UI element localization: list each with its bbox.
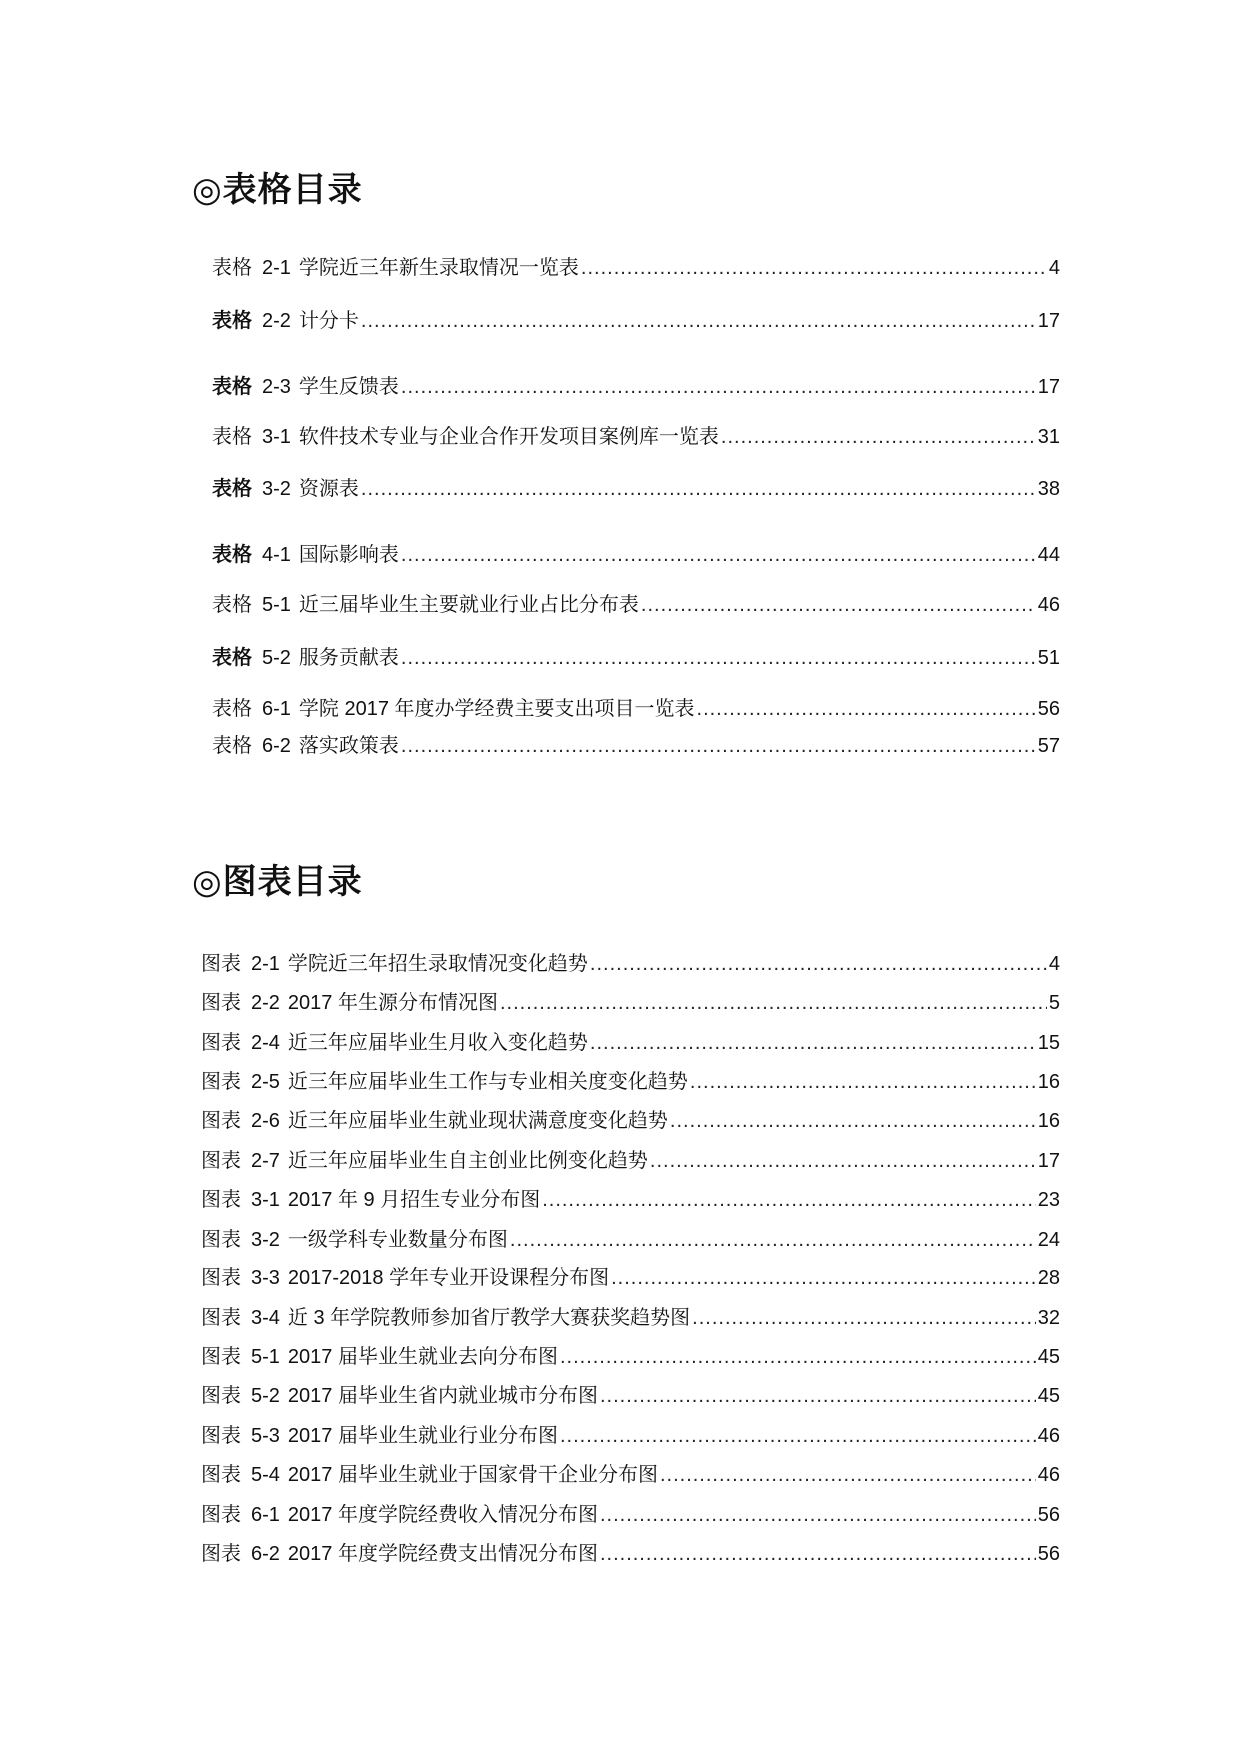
entry-number: 3-4 — [251, 1307, 280, 1329]
toc-entry[interactable] — [201, 990, 1060, 1016]
entry-page-number: 45 — [1037, 1346, 1060, 1368]
entry-page-number: 4 — [1048, 953, 1060, 975]
entry-label: 图表 — [201, 992, 241, 1014]
toc-entry[interactable] — [212, 696, 1060, 722]
dot-leader — [670, 1108, 1036, 1134]
entry-label: 图表 — [201, 1425, 241, 1447]
entry-page-number: 44 — [1037, 544, 1060, 566]
entry-label: 表格 — [212, 735, 252, 757]
entry-title: 学院近三年招生录取情况变化趋势 — [287, 953, 588, 975]
entry-label: 图表 — [201, 1385, 241, 1407]
entry-number: 5-1 — [262, 594, 291, 616]
entry-label: 表格 — [212, 594, 252, 616]
entry-number: 5-3 — [251, 1425, 280, 1447]
entry-title: 国际影响表 — [298, 544, 399, 566]
entry-page-number: 15 — [1037, 1032, 1060, 1054]
entry-number: 3-1 — [262, 426, 291, 448]
entry-title: 学生反馈表 — [298, 376, 399, 398]
entry-page-number: 56 — [1037, 1543, 1060, 1565]
entry-label: 表格 — [212, 647, 252, 669]
entry-number: 2-2 — [251, 992, 280, 1014]
entry-number: 2-3 — [262, 376, 291, 398]
tables-toc-heading: ◎表格目录 — [192, 171, 363, 209]
entry-title: 计分卡 — [298, 310, 359, 332]
toc-entry[interactable] — [201, 1030, 1060, 1056]
dot-leader — [690, 1069, 1036, 1095]
entry-page-number: 31 — [1037, 426, 1060, 448]
dot-leader — [600, 1541, 1036, 1567]
dot-leader — [692, 1305, 1036, 1331]
entry-title: 近三年应届毕业生自主创业比例变化趋势 — [287, 1150, 648, 1172]
entry-title: 近三届毕业生主要就业行业占比分布表 — [298, 594, 639, 616]
entry-page-number: 56 — [1037, 1504, 1060, 1526]
dot-leader — [500, 990, 1047, 1016]
dot-leader — [401, 374, 1036, 400]
entry-title: 近三年应届毕业生就业现状满意度变化趋势 — [287, 1110, 668, 1132]
entry-label: 图表 — [201, 1267, 241, 1289]
entry-label: 图表 — [201, 1346, 241, 1368]
entry-number: 2-1 — [251, 953, 280, 975]
entry-number: 5-4 — [251, 1464, 280, 1486]
entry-number: 5-2 — [251, 1385, 280, 1407]
toc-entry[interactable] — [201, 1187, 1060, 1213]
toc-entry[interactable] — [201, 951, 1060, 977]
entry-number: 3-2 — [262, 478, 291, 500]
entry-label: 表格 — [212, 426, 252, 448]
entry-title: 2017 届毕业生省内就业城市分布图 — [287, 1385, 598, 1407]
entry-title: 近 3 年学院教师参加省厅教学大赛获奖趋势图 — [287, 1307, 691, 1329]
toc-entry[interactable] — [201, 1069, 1060, 1095]
dot-leader — [560, 1344, 1036, 1370]
entry-page-number: 16 — [1037, 1110, 1060, 1132]
entry-number: 3-1 — [251, 1189, 280, 1211]
entry-label: 表格 — [212, 376, 252, 398]
toc-entry[interactable] — [201, 1305, 1060, 1331]
entry-title: 2017-2018 学年专业开设课程分布图 — [287, 1267, 610, 1289]
entry-label: 表格 — [212, 478, 252, 500]
toc-entry[interactable] — [212, 424, 1060, 450]
toc-entry[interactable] — [201, 1148, 1060, 1174]
entry-label: 图表 — [201, 1464, 241, 1486]
entry-title: 资源表 — [298, 478, 359, 500]
entry-page-number: 56 — [1037, 698, 1060, 720]
entry-number: 3-3 — [251, 1267, 280, 1289]
entry-label: 图表 — [201, 1543, 241, 1565]
toc-entry[interactable] — [201, 1541, 1060, 1567]
entry-number: 2-5 — [251, 1071, 280, 1093]
dot-leader — [650, 1148, 1036, 1174]
figures-toc-heading: ◎图表目录 — [192, 863, 363, 901]
entry-label: 图表 — [201, 1032, 241, 1054]
entry-label: 图表 — [201, 953, 241, 975]
entry-title: 近三年应届毕业生月收入变化趋势 — [287, 1032, 588, 1054]
entry-title: 一级学科专业数量分布图 — [287, 1229, 508, 1251]
toc-entry[interactable] — [212, 733, 1060, 759]
toc-entry[interactable] — [212, 592, 1060, 618]
entry-page-number: 51 — [1037, 647, 1060, 669]
dot-leader — [581, 255, 1047, 281]
entry-page-number: 46 — [1037, 594, 1060, 616]
entry-page-number: 16 — [1037, 1071, 1060, 1093]
toc-entry[interactable] — [212, 255, 1060, 281]
toc-entry[interactable] — [201, 1108, 1060, 1134]
entry-number: 3-2 — [251, 1229, 280, 1251]
toc-entry[interactable] — [201, 1227, 1060, 1253]
entry-number: 4-1 — [262, 544, 291, 566]
entry-page-number: 32 — [1037, 1307, 1060, 1329]
toc-entry[interactable] — [212, 308, 1060, 334]
entry-number: 2-7 — [251, 1150, 280, 1172]
dot-leader — [401, 542, 1036, 568]
entry-title: 软件技术专业与企业合作开发项目案例库一览表 — [298, 426, 719, 448]
entry-number: 6-1 — [262, 698, 291, 720]
dot-leader — [590, 1030, 1036, 1056]
entry-page-number: 46 — [1037, 1425, 1060, 1447]
dot-leader — [600, 1502, 1036, 1528]
entry-label: 图表 — [201, 1150, 241, 1172]
entry-page-number: 57 — [1037, 735, 1060, 757]
dot-leader — [361, 308, 1036, 334]
entry-number: 5-1 — [251, 1346, 280, 1368]
entry-page-number: 5 — [1048, 992, 1060, 1014]
entry-page-number: 45 — [1037, 1385, 1060, 1407]
dot-leader — [542, 1187, 1036, 1213]
toc-entry[interactable] — [212, 542, 1060, 568]
entry-page-number: 4 — [1048, 257, 1060, 279]
dot-leader — [590, 951, 1047, 977]
toc-entry[interactable] — [201, 1344, 1060, 1370]
toc-entry[interactable] — [212, 476, 1060, 502]
toc-entry[interactable] — [212, 374, 1060, 400]
entry-title: 落实政策表 — [298, 735, 399, 757]
entry-number: 6-1 — [251, 1504, 280, 1526]
dot-leader — [697, 696, 1036, 722]
entry-title: 2017 年生源分布情况图 — [287, 992, 498, 1014]
dot-leader — [611, 1265, 1036, 1291]
entry-number: 6-2 — [262, 735, 291, 757]
dot-leader — [660, 1462, 1036, 1488]
entry-page-number: 23 — [1037, 1189, 1060, 1211]
dot-leader — [510, 1227, 1036, 1253]
entry-title: 2017 年 9 月招生专业分布图 — [287, 1189, 541, 1211]
entry-page-number: 24 — [1037, 1229, 1060, 1251]
dot-leader — [401, 733, 1036, 759]
entry-number: 2-6 — [251, 1110, 280, 1132]
entry-title: 2017 届毕业生就业行业分布图 — [287, 1425, 558, 1447]
entry-title: 2017 年度学院经费支出情况分布图 — [287, 1543, 598, 1565]
entry-number: 5-2 — [262, 647, 291, 669]
toc-entry[interactable] — [212, 645, 1060, 671]
entry-page-number: 38 — [1037, 478, 1060, 500]
entry-number: 2-4 — [251, 1032, 280, 1054]
toc-entry[interactable] — [201, 1423, 1060, 1449]
toc-entry[interactable] — [201, 1383, 1060, 1409]
entry-title: 学院 2017 年度办学经费主要支出项目一览表 — [298, 698, 695, 720]
entry-title: 学院近三年新生录取情况一览表 — [298, 257, 579, 279]
entry-label: 表格 — [212, 544, 252, 566]
entry-label: 图表 — [201, 1110, 241, 1132]
entry-number: 2-1 — [262, 257, 291, 279]
dot-leader — [721, 424, 1036, 450]
entry-title: 近三年应届毕业生工作与专业相关度变化趋势 — [287, 1071, 688, 1093]
entry-label: 表格 — [212, 310, 252, 332]
dot-leader — [560, 1423, 1036, 1449]
entry-page-number: 28 — [1037, 1267, 1060, 1289]
entry-page-number: 17 — [1037, 1150, 1060, 1172]
entry-title: 服务贡献表 — [298, 647, 399, 669]
entry-number: 2-2 — [262, 310, 291, 332]
entry-number: 6-2 — [251, 1543, 280, 1565]
entry-label: 表格 — [212, 698, 252, 720]
toc-entry[interactable] — [201, 1265, 1060, 1291]
entry-title: 2017 年度学院经费收入情况分布图 — [287, 1504, 598, 1526]
entry-title: 2017 届毕业生就业去向分布图 — [287, 1346, 558, 1368]
entry-title: 2017 届毕业生就业于国家骨干企业分布图 — [287, 1464, 658, 1486]
entry-page-number: 17 — [1037, 376, 1060, 398]
entry-page-number: 46 — [1037, 1464, 1060, 1486]
dot-leader — [401, 645, 1036, 671]
entry-label: 图表 — [201, 1307, 241, 1329]
entry-label: 表格 — [212, 257, 252, 279]
entry-page-number: 17 — [1037, 310, 1060, 332]
entry-label: 图表 — [201, 1229, 241, 1251]
toc-entry[interactable] — [201, 1502, 1060, 1528]
dot-leader — [361, 476, 1036, 502]
entry-label: 图表 — [201, 1071, 241, 1093]
entry-label: 图表 — [201, 1504, 241, 1526]
toc-entry[interactable] — [201, 1462, 1060, 1488]
dot-leader — [600, 1383, 1036, 1409]
entry-label: 图表 — [201, 1189, 241, 1211]
dot-leader — [641, 592, 1036, 618]
